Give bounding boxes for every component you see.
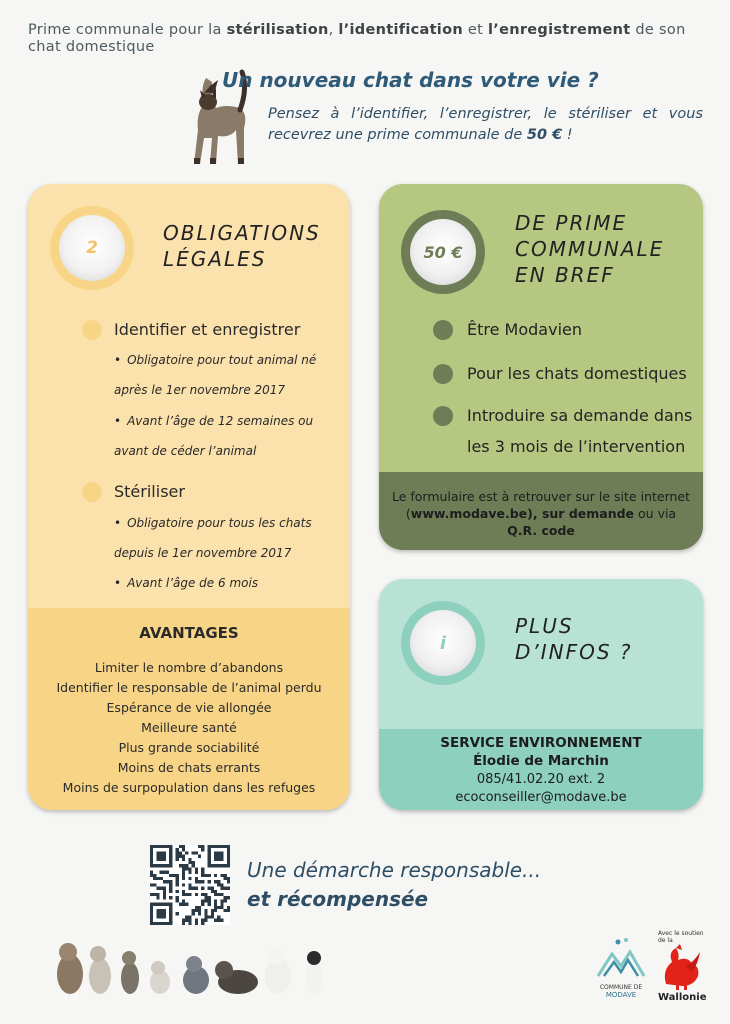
footer-text: ou via — [634, 506, 677, 521]
obligations-card — [28, 184, 350, 810]
footer-text: Le formulaire est à retrouver sur le site internet ( — [391, 489, 691, 521]
tagline-line2: et récompensée — [247, 887, 429, 911]
obligations-number-badge — [50, 206, 134, 290]
intro-bold-identification: l’identification — [338, 22, 463, 38]
infos-title-line1: PLUS — [515, 614, 574, 638]
avantage-item: Limiter le nombre d’abandons — [94, 660, 284, 675]
bullet-dot — [82, 320, 102, 340]
infos-card — [379, 579, 703, 810]
modave-label-line2: MODAVE — [605, 991, 637, 999]
prime-title-line2: COMMUNALE — [515, 237, 665, 261]
obligations-title — [163, 220, 321, 272]
obligations-title-line2: LÉGALES — [163, 247, 267, 271]
intro-bold-enregistrement: l’enregistrement — [487, 22, 631, 38]
obligation-steriliser-detail-1: • Obligatoire pour tous les chats depuis le 1er novembre 2017 — [114, 516, 312, 560]
prime-condition-delay: Introduire sa demande dans les 3 mois de l’intervention — [467, 406, 693, 456]
wallonie-logo — [658, 930, 706, 1008]
avantage-item: Plus grande sociabilité — [118, 740, 260, 755]
avantage-item: Espérance de vie allongée — [106, 700, 272, 715]
prime-footer — [379, 472, 703, 550]
avantage-item: Moins de chats errants — [117, 760, 261, 775]
main-headline: Un nouveau chat dans votre vie ? — [222, 68, 599, 92]
bullet-dot — [433, 406, 453, 426]
rooster-icon — [658, 944, 702, 990]
subline-end: ! — [562, 127, 573, 143]
bullet-dot — [82, 482, 102, 502]
obligation-identifier-detail-1: • Obligatoire pour tout animal né après le 1er novembre 2017 — [114, 353, 317, 397]
obligation-identifier-detail-2: • Avant l’âge de 12 semaines ou avant de céder l’animal — [114, 414, 314, 458]
modave-mountain-icon — [596, 936, 646, 980]
detail-text: Avant l’âge de 6 mois — [127, 576, 259, 590]
page-intro-line — [28, 22, 708, 56]
intro-text: Prime communale pour la — [28, 22, 227, 38]
avantages-title: AVANTAGES — [139, 624, 239, 642]
tagline — [247, 856, 541, 914]
subline-text: Pensez à l’identifier, l’enregistrer, le stériliser et vous recevrez une prime communale de — [268, 106, 703, 143]
contact-email[interactable]: ecoconseiller@modave.be — [455, 790, 627, 805]
infos-title-line2: D’INFOS ? — [515, 640, 633, 664]
prime-amount: 50 € — [423, 242, 463, 262]
obligation-steriliser-detail-2: • Avant l’âge de 6 mois — [114, 576, 259, 590]
prime-condition-domestic: Pour les chats domestiques — [467, 364, 687, 383]
commune-modave-logo — [596, 936, 646, 1006]
obligation-identifier: Identifier et enregistrer — [114, 320, 301, 339]
detail-text: Avant l’âge de 12 semaines ou avant de céder l’animal — [114, 414, 314, 458]
bullet-dot — [433, 364, 453, 384]
prime-footer-text — [389, 488, 693, 539]
prime-card — [379, 184, 703, 550]
prime-title-line3: EN BREF — [515, 263, 615, 287]
obligation-steriliser: Stériliser — [114, 482, 185, 501]
prime-amount-badge — [401, 210, 485, 294]
footer-qr-mention: Q.R. code — [507, 523, 575, 538]
infos-contact-section — [379, 729, 703, 810]
contact-phone[interactable]: 085/41.02.20 ext. 2 — [476, 772, 606, 787]
footer-bold: ), sur demande — [527, 506, 635, 521]
info-icon: i — [439, 632, 447, 654]
avantage-item: Identifier le responsable de l’animal perdu — [56, 680, 322, 695]
wallonie-support-text: Avec le soutien de la — [658, 930, 704, 944]
qr-code-image[interactable] — [150, 845, 230, 925]
detail-text: Obligatoire pour tous les chats depuis le 1er novembre 2017 — [114, 516, 312, 560]
avantage-item: Meilleure santé — [141, 720, 237, 735]
main-subline — [268, 104, 703, 146]
avantage-item: Moins de surpopulation dans les refuges — [62, 780, 316, 795]
tagline-line1: Une démarche responsable... — [247, 858, 542, 882]
intro-text: et — [462, 22, 488, 38]
modave-website-link[interactable]: www.modave.be — [410, 506, 528, 521]
info-badge — [401, 601, 485, 685]
obligations-number: 2 — [86, 238, 98, 258]
subline-amount: 50 € — [526, 127, 563, 143]
intro-text: de son chat domestique — [28, 22, 686, 55]
service-name: SERVICE ENVIRONNEMENT — [440, 735, 642, 751]
intro-bold-sterilisation: stérilisation — [226, 22, 329, 38]
cats-group-illustration — [52, 934, 334, 996]
prime-title-line1: DE PRIME — [515, 211, 628, 235]
contact-name: Élodie de Marchin — [473, 753, 609, 769]
prime-condition-modavien: Être Modavien — [467, 320, 582, 339]
prime-title — [515, 210, 664, 288]
infos-title — [515, 613, 633, 665]
wallonie-label: Wallonie — [658, 992, 707, 1003]
intro-text: , — [328, 22, 339, 38]
bullet-dot — [433, 320, 453, 340]
modave-label-line1: COMMUNE DE — [599, 984, 643, 991]
detail-text: Obligatoire pour tout animal né après le 1er novembre 2017 — [114, 353, 317, 397]
avantages-section — [28, 608, 350, 810]
obligations-title-line1: OBLIGATIONS — [163, 221, 321, 245]
